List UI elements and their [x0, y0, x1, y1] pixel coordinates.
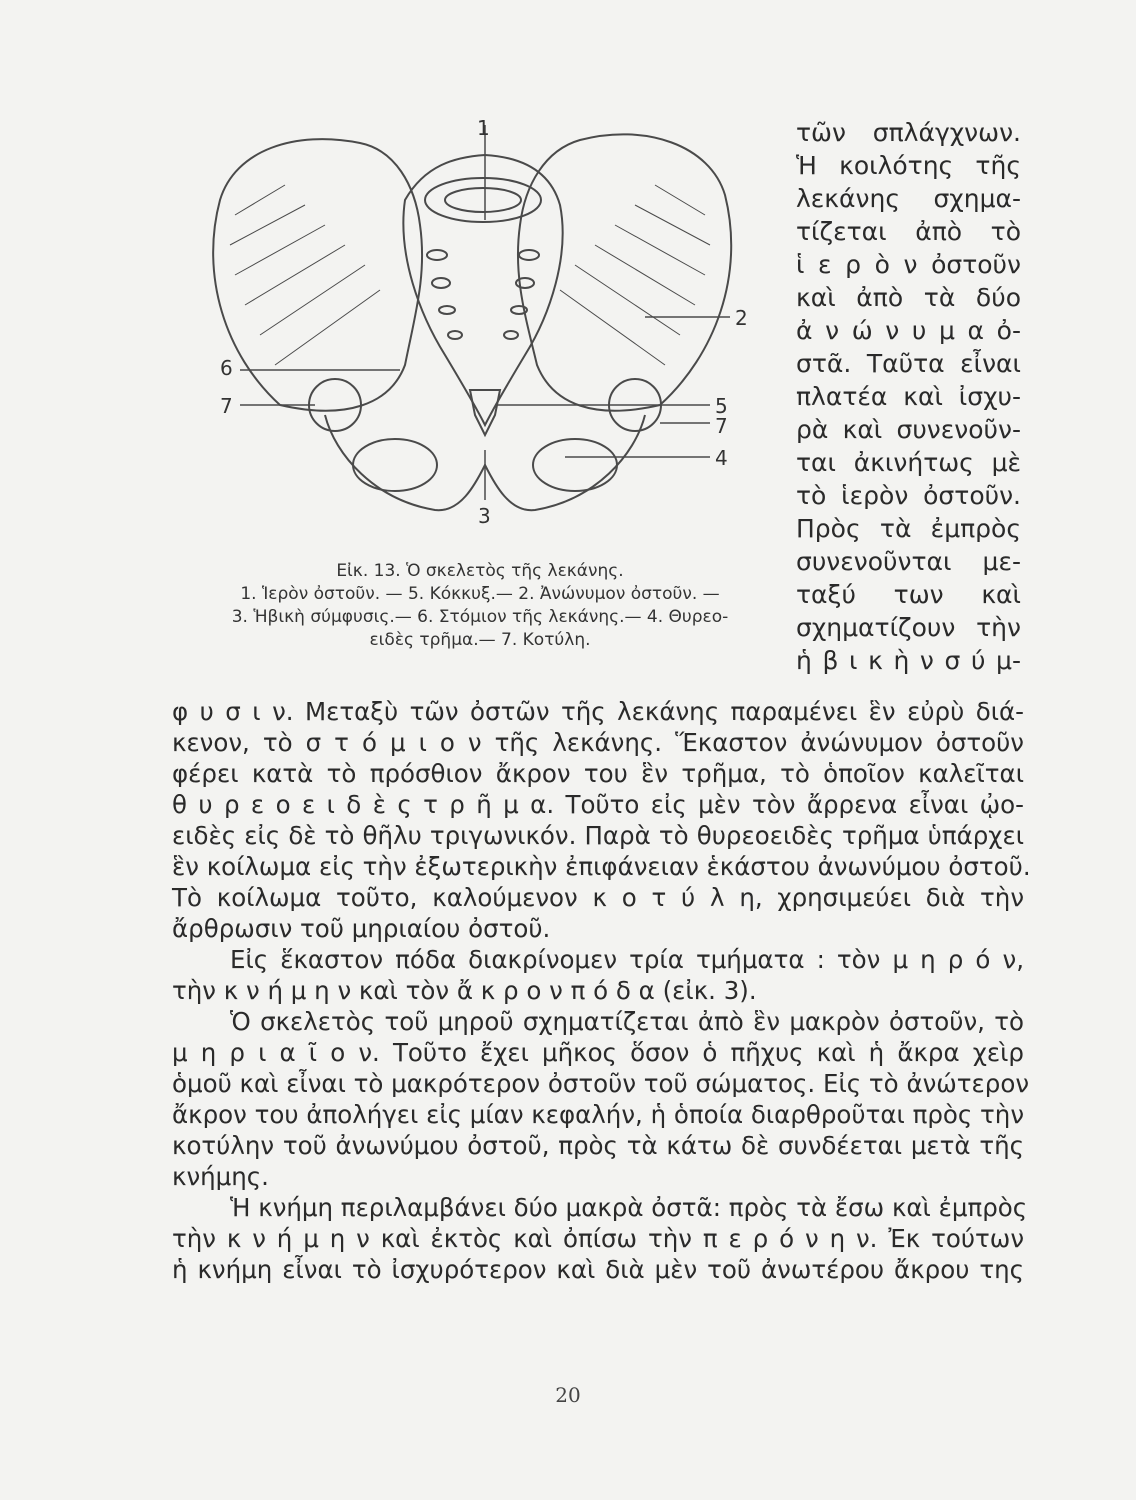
page-number: 20	[555, 1383, 581, 1407]
sacrum	[403, 155, 562, 425]
pelvis-figure	[165, 105, 775, 565]
caption-title: Εἰκ. 13. Ὁ σκελετὸς τῆς λεκάνης.	[336, 561, 624, 581]
caption-line: 3. Ἡβικὴ σύμφυσις.— 6. Στόμιον τῆς λεκάνης.— 4. Θυρεο-	[231, 607, 729, 627]
text-line: Ὁ σκελετὸς τοῦ μηροῦ σχηματίζεται ἀπὸ ἓν μακρὸν ὀστοῦν, τὸ	[230, 1007, 1024, 1036]
pelvis-illustration	[165, 105, 775, 565]
text-line: Εἰς ἕκαστον πόδα διακρίνομεν τρία τμήματα : τὸν μ η ρ ό ν,	[230, 945, 1024, 974]
text-line: τῶν σπλάγχνων.	[796, 118, 1021, 147]
text-line: στᾶ. Ταῦτα εἶναι	[796, 349, 1021, 378]
text-line: ρὰ καὶ συνενοῦν-	[796, 415, 1021, 444]
text-line: ται ἀκινήτως μὲ	[796, 448, 1021, 477]
label-1: 1	[477, 116, 490, 140]
left-obturator-foramen	[353, 439, 437, 491]
text-line: θ υ ρ ε ο ε ι δ ὲ ς τ ρ ῆ μ α. Τοῦτο εἰς μὲν τὸν ἄρρενα εἶναι ᾠο-	[172, 790, 1024, 819]
figure-caption	[170, 560, 790, 652]
caption-line: ειδὲς τρῆμα.— 7. Κοτύλη.	[369, 630, 591, 650]
text-line: κοτύλην τοῦ ἀνωνύμου ὀστοῦ, πρὸς τὰ κάτω δὲ συνδέεται μετὰ τῆς	[172, 1131, 1024, 1160]
text-line: ἡ κνήμη εἶναι τὸ ἰσχυρότερον καὶ διὰ μὲν τοῦ ἀνωτέρου ἄκρου της	[172, 1255, 1024, 1284]
text-line: τὸ ἱερὸν ὀστοῦν.	[796, 481, 1021, 510]
text-line: ἄρθρωσιν τοῦ μηριαίου ὀστοῦ.	[172, 914, 551, 943]
text-line: ειδὲς εἰς δὲ τὸ θῆλυ τριγωνικόν. Παρὰ τὸ θυρεοειδὲς τρῆμα ὑπάρχει	[172, 821, 1024, 850]
text-line: καὶ ἀπὸ τὰ δύο	[796, 283, 1021, 312]
text-line: φ υ σ ι ν. Μεταξὺ τῶν ὀστῶν τῆς λεκάνης παραμένει ἓν εὐρὺ διά-	[172, 697, 1024, 726]
label-6: 6	[220, 356, 233, 380]
label-7-left: 7	[220, 394, 233, 418]
text-line: Ἡ κοιλότης τῆς	[796, 151, 1021, 180]
label-5: 5	[715, 394, 728, 418]
text-line: Τὸ κοίλωμα τοῦτο, καλούμενον κ ο τ ύ λ η, χρησιμεύει διὰ τὴν	[172, 883, 1024, 912]
caption-line: 1. Ἱερὸν ὀστοῦν. — 5. Κόκκυξ.— 2. Ἀνώνυμον ὀστοῦν. —	[240, 584, 720, 604]
text-line: Πρὸς τὰ ἐμπρὸς	[796, 514, 1021, 543]
text-line: σχηματίζουν τὴν	[796, 613, 1021, 642]
text-line: Ἡ κνήμη περιλαμβάνει δύο μακρὰ ὀστᾶ: πρὸς τὰ ἔσω καὶ ἐμπρὸς	[230, 1193, 1028, 1222]
label-3: 3	[478, 504, 491, 528]
text-line: τὴν κ ν ή μ η ν καὶ τὸν ἄ κ ρ ο ν π ό δ α (εἰκ. 3).	[172, 976, 757, 1005]
main-body-text	[172, 696, 1031, 1285]
right-obturator-foramen	[533, 439, 617, 491]
text-line: τὴν κ ν ή μ η ν καὶ ἐκτὸς καὶ ὀπίσω τὴν π ε ρ ό ν η ν. Ἐκ τούτων	[172, 1224, 1024, 1253]
text-line: πλατέα καὶ ἰσχυ-	[796, 382, 1021, 411]
label-2: 2	[735, 306, 748, 330]
text-line: ἡ β ι κ ὴ ν σ ύ μ-	[796, 646, 1021, 675]
text-line: ἱ ε ρ ὸ ν ὀστοῦν	[796, 250, 1021, 279]
label-4: 4	[715, 446, 728, 470]
text-line: μ η ρ ι α ῖ ο ν. Τοῦτο ἔχει μῆκος ὅσον ὁ πῆχυς καὶ ἡ ἄκρα χεὶρ	[172, 1038, 1024, 1067]
text-line: ἀ ν ώ ν υ μ α ὀ-	[796, 316, 1021, 345]
right-ilium	[518, 134, 731, 410]
text-line: κνήμης.	[172, 1162, 269, 1191]
text-line: τίζεται ἀπὸ τὸ	[796, 217, 1021, 246]
text-line: φέρει κατὰ τὸ πρόσθιον ἄκρον του ἓν τρῆμα, τὸ ὁποῖον καλεῖται	[172, 759, 1024, 788]
text-line: λεκάνης σχημα-	[796, 184, 1021, 213]
text-line: ἓν κοίλωμα εἰς τὴν ἐξωτερικὴν ἐπιφάνειαν ἑκάστου ἀνωνύμου ὀστοῦ.	[172, 852, 1031, 881]
label-7-right: 7	[715, 414, 728, 438]
side-column-text	[796, 116, 1021, 677]
coccyx	[470, 390, 500, 435]
text-line: κενον, τὸ σ τ ό μ ι ο ν τῆς λεκάνης. Ἕκαστον ἀνώνυμον ὀστοῦν	[172, 728, 1024, 757]
text-line: συνενοῦνται με-	[796, 547, 1021, 576]
text-line: ὁμοῦ καὶ εἶναι τὸ μακρότερον ὀστοῦν τοῦ σώματος. Εἰς τὸ ἀνώτερον	[172, 1069, 1030, 1098]
text-line: ἄκρον του ἀπολήγει εἰς μίαν κεφαλήν, ἡ ὁποία διαρθροῦται πρὸς τὴν	[172, 1100, 1024, 1129]
text-line: ταξύ των καὶ	[796, 580, 1021, 609]
